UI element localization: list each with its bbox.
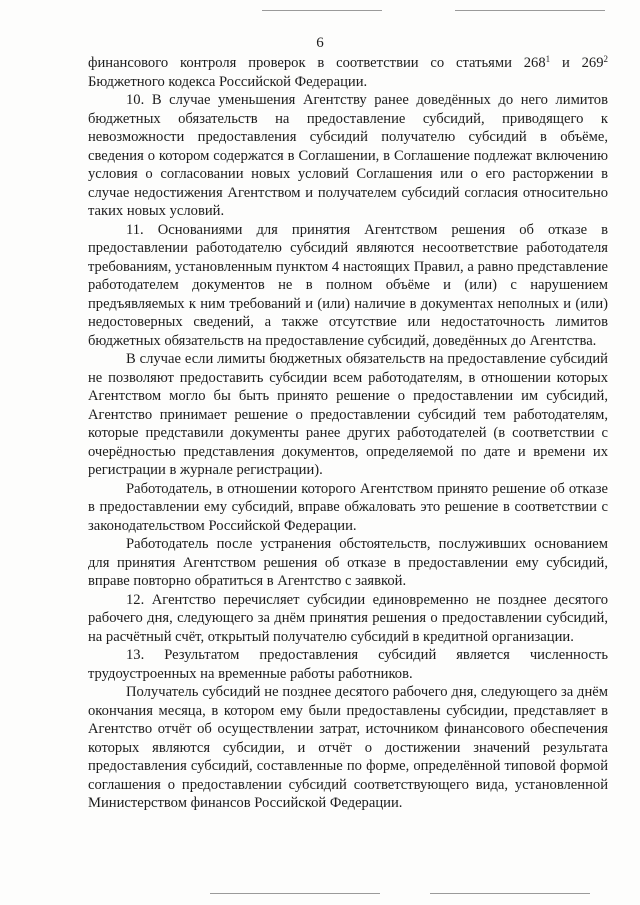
paragraph-11-appeal: Работодатель, в отношении которого Агентством принято решение об отказе в предоставлении ему субсидий, вправе обжаловать это решение в соответствии с законодательством Российской Федерации.	[88, 480, 608, 534]
continuation-text-2: и 269	[550, 55, 604, 71]
scan-artifact-bottom-right	[430, 893, 590, 894]
page-number: 6	[316, 35, 324, 51]
continuation-text: финансового контроля проверок в соответствии со статьями 268	[88, 55, 546, 71]
paragraph-13-report: Получатель субсидий не позднее десятого рабочего дня, следующего за днём окончания месяца, в котором ему были предоставлены субсидии, представляет в Агентство отчёт об осуществлении затрат, источником финансового обеспечения которых являются субсидии, и отчёт о достижении значений результата предоставления субсидий, составленные по форме, определённой типовой формой соглашения о предоставлении субсидий соответствующего вида, установленной Министерством финансов Российской Федерации.	[88, 684, 608, 811]
footnote-ref-1: 1	[545, 54, 551, 64]
footnote-ref-2: 2	[603, 54, 608, 64]
document-body	[88, 54, 608, 813]
paragraph-continuation	[88, 54, 608, 91]
scan-artifact-top-right	[455, 10, 605, 11]
paragraph-13: 13. Результатом предоставления субсидий является численность трудоустроенных на временные работы работников.	[88, 647, 608, 682]
paragraph-11-reapply: Работодатель после устранения обстоятельств, послуживших основанием для принятия Агентством решения об отказе в предоставлении ему субсидий, вправе повторно обратиться в Агентство с заявкой.	[88, 536, 608, 589]
paragraph-11: 11. Основаниями для принятия Агентством решения об отказе в предоставлении работодателю субсидий являются несоответствие работодателя требованиям, установленным пунктом 4 настоящих Правил, а равно представление работодателем документов не в полном объёме и (или) с нарушением предъявляемых к ним требований и (или) наличие в документах неполных и (или) недостоверных сведений, а также отсутствие или недостаточность лимитов бюджетных обязательств на предоставление субсидий, доведённых до Агентства.	[88, 221, 608, 349]
paragraph-10: 10. В случае уменьшения Агентству ранее доведённых до него лимитов бюджетных обязательств на предоставление субсидий, приводящего к невозможности предоставления субсидий получателю субсидий в объёме, сведения о котором содержатся в Соглашении, в Соглашение подлежат включению условия о согласовании новых условий Соглашения или о его расторжении в случае недостижения Агентством и получателем субсидий согласия относительно таких новых условий.	[88, 92, 608, 219]
paragraph-12: 12. Агентство перечисляет субсидии единовременно не позднее десятого рабочего дня, следующего за днём принятия решения о предоставлении субсидий, на расчётный счёт, открытый получателю субсидий в кредитной организации.	[88, 591, 608, 645]
continuation-text-3: Бюджетного кодекса Российской Федерации.	[88, 73, 368, 90]
paragraph-11-limits: В случае если лимиты бюджетных обязательств на предоставление субсидий не позволяют предоставить субсидии всем работодателям, в отношении которых Агентством могло бы быть принято решение о предоставлении им субсидий, Агентство принимает решение о предоставлении субсидий тем работодателям, которые представили документы ранее других работодателей (в соответствии с очерёдностью представления документов, определяемой по дате и времени их регистрации в журнале регистрации).	[88, 351, 608, 478]
scan-artifact-top	[262, 10, 382, 11]
scan-artifact-bottom	[210, 893, 380, 894]
